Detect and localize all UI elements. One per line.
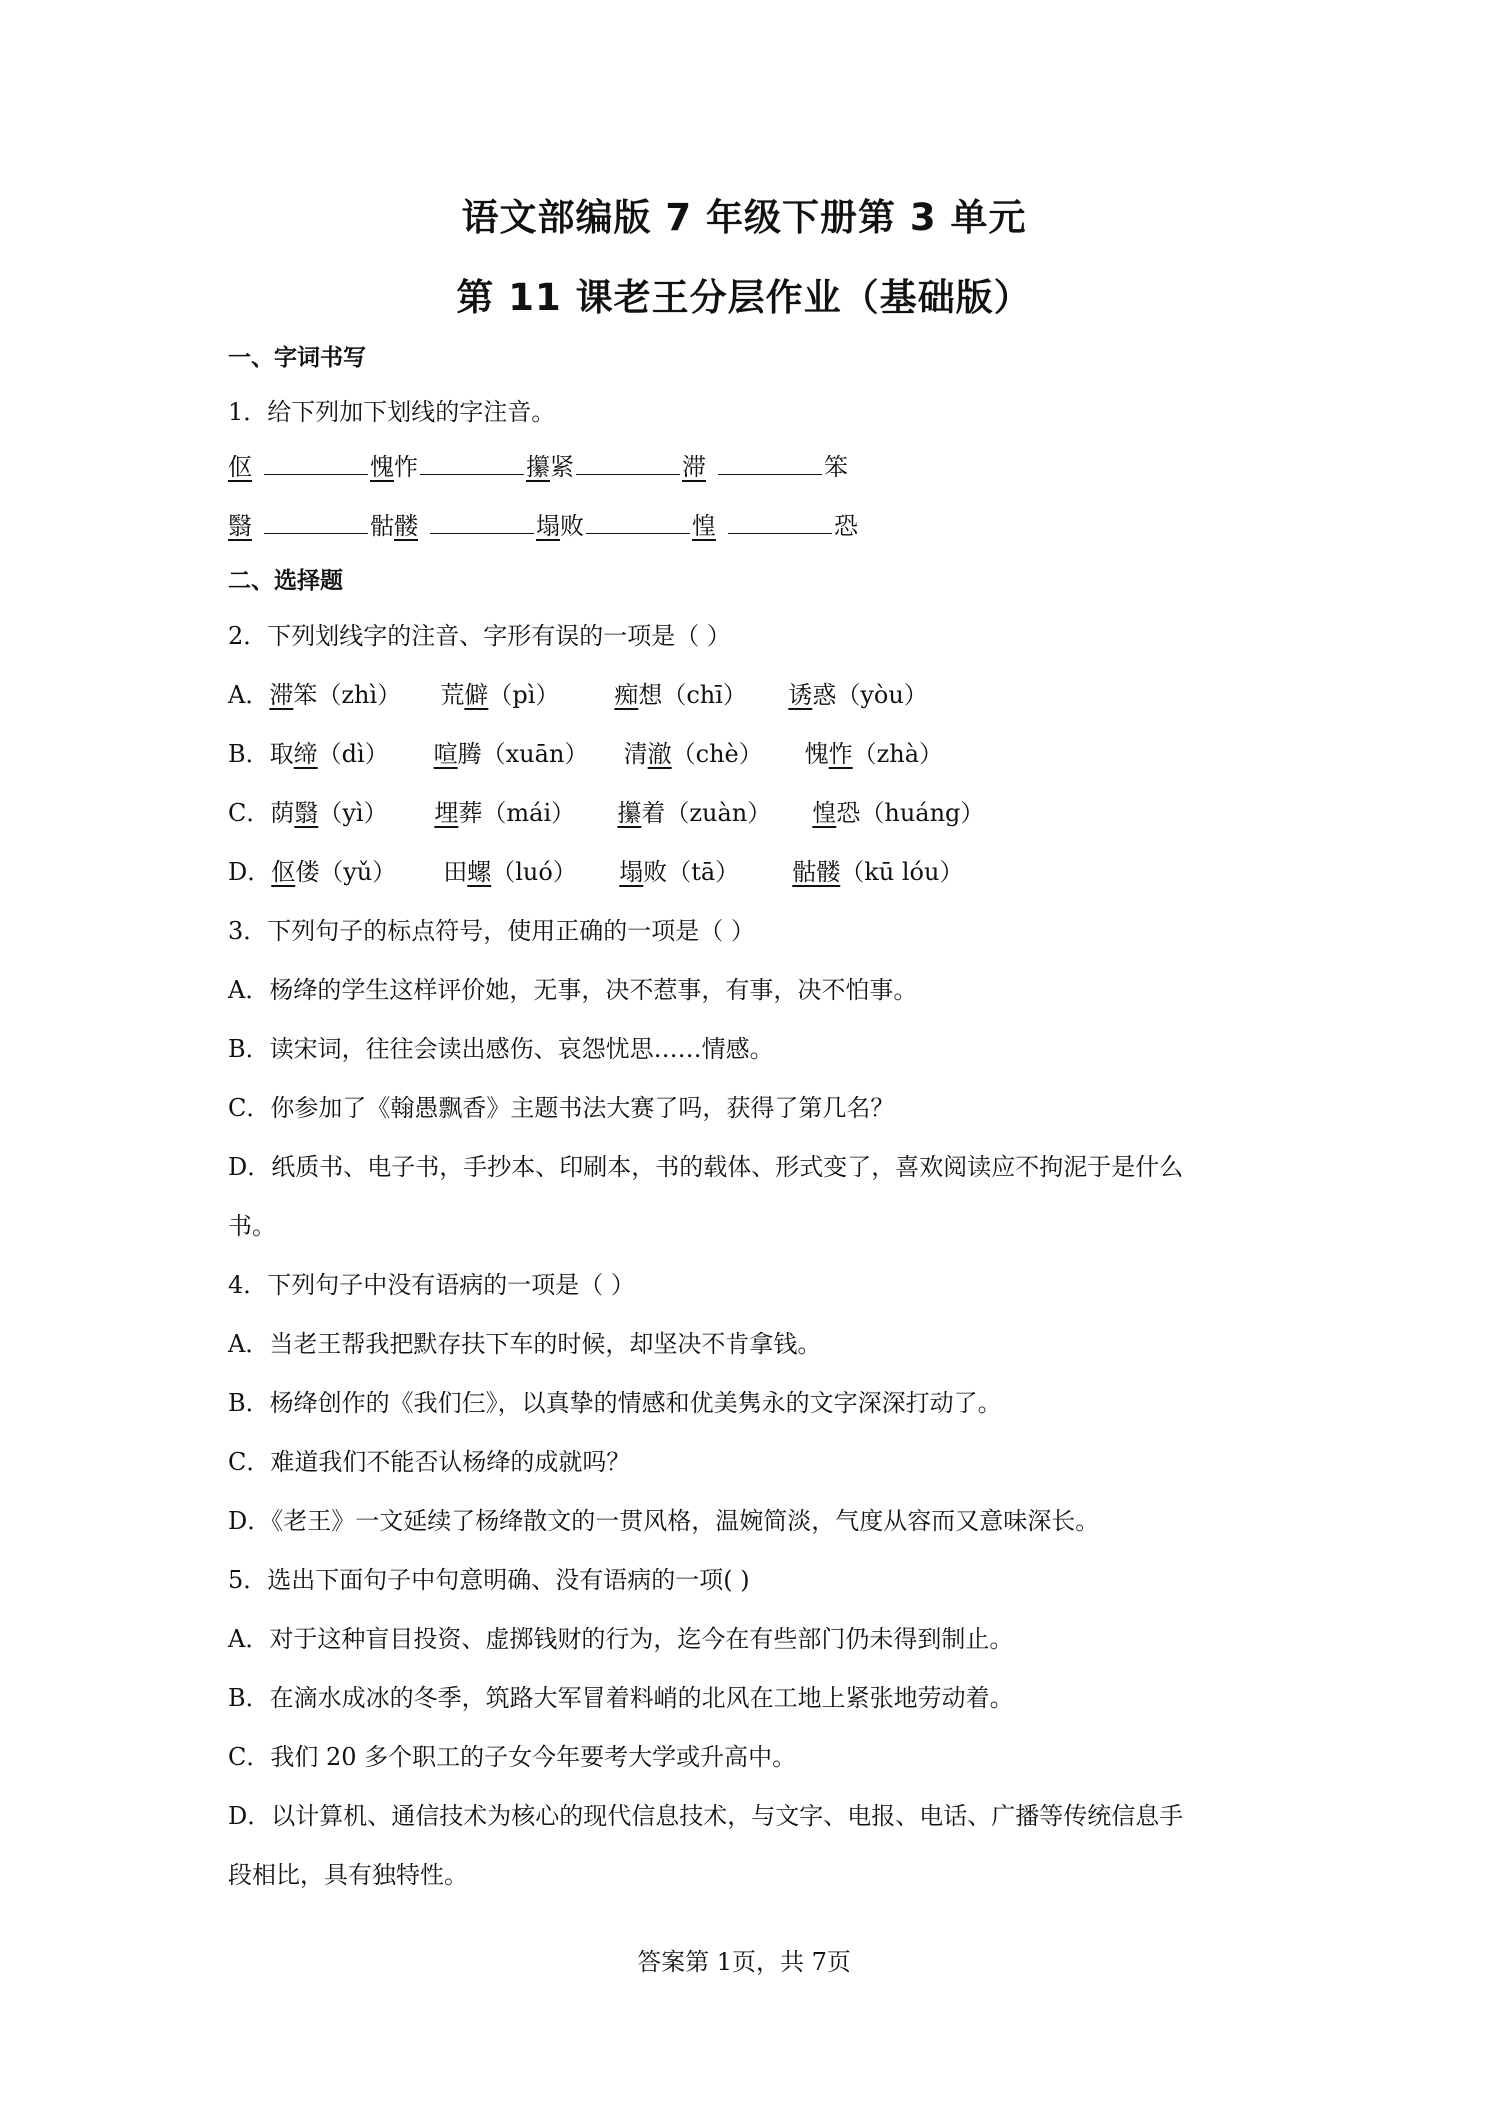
underlined-char: 愧: [370, 453, 394, 481]
underlined-char: 怍: [828, 740, 853, 768]
option-text: 笨（zhì）: [293, 681, 402, 709]
question-1-row-2: [228, 510, 1268, 542]
underlined-char: 塌: [536, 512, 560, 540]
underlined-char: 伛: [228, 453, 252, 481]
option-text: （kū lóu）: [840, 858, 964, 886]
answer-blank[interactable]: [728, 511, 832, 534]
option-text: （luó）: [491, 858, 577, 886]
question-3-option-c[interactable]: C．你参加了《翰愚飘香》主题书法大赛了吗，获得了第几名？: [228, 1094, 895, 1122]
word-rest: 紧: [550, 453, 574, 481]
option-text: （pì）: [488, 681, 560, 709]
word-rest: 骷: [370, 512, 394, 540]
question-4-stem: 4．下列句子中没有语病的一项是（ ）: [228, 1271, 635, 1299]
option-text: （yì）: [318, 799, 388, 827]
question-4-option-d[interactable]: D．《老王》一文延续了杨绛散文的一贯风格，温婉简淡，气度从容而又意味深长。: [228, 1507, 1100, 1535]
option-text: （dì）: [317, 740, 389, 768]
question-3-option-d[interactable]: D．纸质书、电子书，手抄本、印刷本，书的载体、形式变了，喜欢阅读应不拘泥于是什么: [228, 1153, 1184, 1181]
question-4-option-b[interactable]: B．杨绛创作的《我们仨》，以真挚的情感和优美隽永的文字深深打动了。: [228, 1389, 1002, 1417]
underlined-char: 僻: [464, 681, 489, 709]
question-3-option-d-cont: 书。: [228, 1212, 276, 1240]
option-text: 荒: [440, 681, 465, 709]
option-text: 败（tā）: [643, 858, 740, 886]
answer-blank[interactable]: [264, 452, 368, 475]
answer-blank[interactable]: [718, 452, 822, 475]
option-text: 偻（yǔ）: [295, 858, 397, 886]
underlined-char: 惶: [692, 512, 716, 540]
question-1-stem: 1．给下列加下划线的字注音。: [228, 398, 556, 426]
underlined-char: 滞: [682, 453, 706, 481]
question-3-stem: 3．下列句子的标点符号，使用正确的一项是（ ）: [228, 917, 755, 945]
word-rest: 怍: [394, 453, 418, 481]
page-footer: 答案第 1页，共 7页: [637, 1948, 851, 1976]
question-5-stem: 5．选出下面句子中句意明确、没有语病的一项( ): [228, 1566, 750, 1594]
underlined-char: 惶: [812, 799, 837, 827]
page-subtitle: 第 11 课老王分层作业（基础版）: [456, 276, 1032, 319]
option-text: 田: [443, 858, 468, 886]
option-text: 着（zuàn）: [641, 799, 772, 827]
question-3-option-b[interactable]: B．读宋词，往往会读出感伤、哀怨忧思……情感。: [228, 1035, 774, 1063]
answer-blank[interactable]: [420, 452, 524, 475]
underlined-char: 伛: [271, 858, 296, 886]
underlined-char: 髅: [394, 512, 418, 540]
option-text: （chè）: [671, 740, 763, 768]
option-text: 想（chī）: [638, 681, 747, 709]
underlined-char: 喧: [433, 740, 458, 768]
question-5-option-d[interactable]: D．以计算机、通信技术为核心的现代信息技术，与文字、电报、电话、广播等传统信息手: [228, 1802, 1184, 1830]
question-4-option-c[interactable]: C．难道我们不能否认杨绛的成就吗？: [228, 1448, 631, 1476]
question-2-option-d[interactable]: D．伛偻（yǔ） 田螺（luó） 塌败（tā） 骷髅（kū lóu）: [228, 858, 964, 886]
underlined-char: 诱: [788, 681, 813, 709]
question-4-option-a[interactable]: A．当老王帮我把默存扶下车的时候，却坚决不肯拿钱。: [228, 1330, 822, 1358]
question-2-option-a[interactable]: A．滞笨（zhì） 荒僻（pì） 痴想（chī） 诱惑（yòu）: [228, 681, 928, 709]
question-5-option-c[interactable]: C．我们 20 多个职工的子女今年要考大学或升高中。: [228, 1743, 797, 1771]
option-text: 愧: [804, 740, 829, 768]
word-rest: 败: [560, 512, 584, 540]
question-5-option-a[interactable]: A．对于这种盲目投资、虚掷钱财的行为，迄今在有些部门仍未得到制止。: [228, 1625, 1014, 1653]
option-text: （zhà）: [852, 740, 944, 768]
question-2-option-c[interactable]: C．荫翳（yì） 埋葬（mái） 攥着（zuàn） 惶恐（huáng）: [228, 799, 985, 827]
answer-blank[interactable]: [264, 511, 368, 534]
section-heading-2: 二、选择题: [228, 568, 343, 594]
word-rest: 笨: [824, 453, 848, 481]
option-text: 取: [269, 740, 294, 768]
option-text: 腾（xuān）: [457, 740, 589, 768]
option-text: 恐（huáng）: [836, 799, 985, 827]
option-text: 惑（yòu）: [812, 681, 928, 709]
answer-blank[interactable]: [586, 511, 690, 534]
underlined-char: 埋: [434, 799, 459, 827]
underlined-char: 痴: [614, 681, 639, 709]
question-2-option-b[interactable]: B．取缔（dì） 喧腾（xuān） 清澈（chè） 愧怍（zhà）: [228, 740, 944, 768]
underlined-char: 翳: [294, 799, 319, 827]
page-title: 语文部编版 7 年级下册第 3 单元: [461, 196, 1027, 239]
section-heading-1: 一、字词书写: [228, 345, 366, 371]
question-5-option-b[interactable]: B．在滴水成冰的冬季，筑路大军冒着料峭的北风在工地上紧张地劳动着。: [228, 1684, 1014, 1712]
option-text: 荫: [270, 799, 295, 827]
option-text: 葬（mái）: [458, 799, 576, 827]
question-3-option-a[interactable]: A．杨绛的学生这样评价她，无事，决不惹事，有事，决不怕事。: [228, 976, 918, 1004]
question-5-option-d-cont: 段相比，具有独特性。: [228, 1861, 468, 1889]
underlined-char: 塌: [619, 858, 644, 886]
question-2-stem: 2．下列划线字的注音、字形有误的一项是（ ）: [228, 622, 731, 650]
underlined-char: 翳: [228, 512, 252, 540]
underlined-char: 滞: [269, 681, 294, 709]
underlined-char: 澈: [647, 740, 672, 768]
underlined-char: 攥: [526, 453, 550, 481]
underlined-char: 攥: [617, 799, 642, 827]
word-rest: 恐: [834, 512, 858, 540]
underlined-char: 螺: [467, 858, 492, 886]
answer-blank[interactable]: [576, 452, 680, 475]
question-1-row-1: [228, 451, 1268, 483]
underlined-char: 缔: [293, 740, 318, 768]
underlined-char: 骷髅: [792, 858, 841, 886]
option-text: 清: [623, 740, 648, 768]
answer-blank[interactable]: [430, 511, 534, 534]
